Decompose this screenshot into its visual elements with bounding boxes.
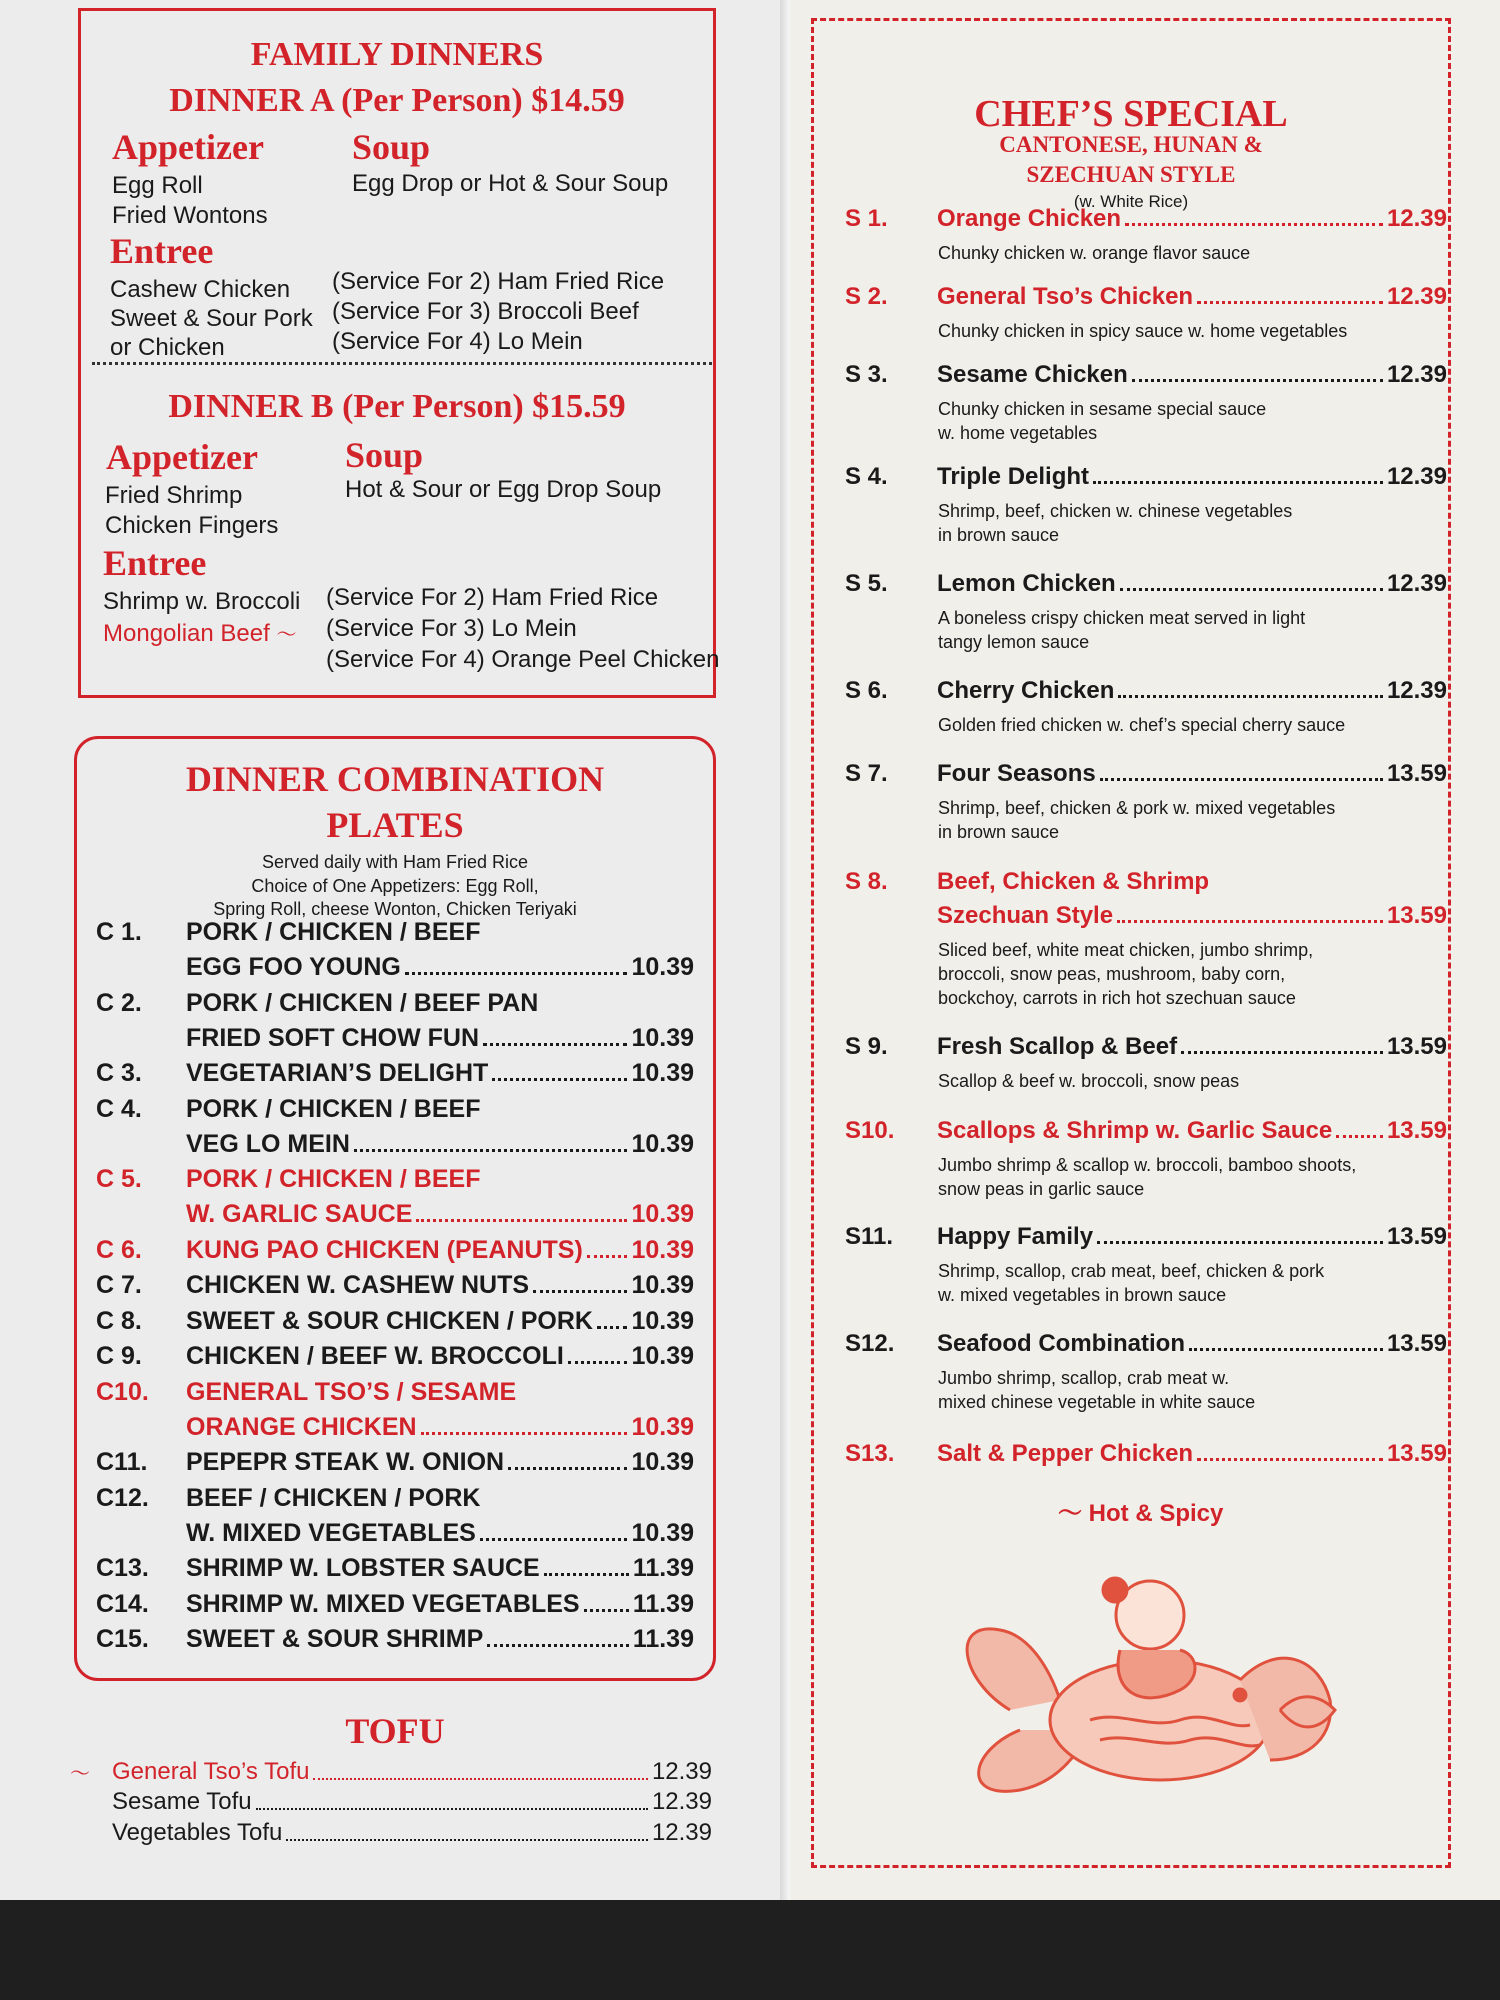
dot-leader (313, 1778, 647, 1780)
chef-item-description: Chunky chicken in spicy sauce w. home vegetables (938, 321, 1348, 341)
combo-item-line1 (96, 989, 538, 1018)
combo-item-name: CHICKEN / BEEF W. BROCCOLI (186, 1342, 564, 1370)
chef-item-line1 (845, 868, 1209, 896)
tofu-item-price: 12.39 (651, 1758, 712, 1785)
combination-note-2: Choice of One Appetizers: Egg Roll, (251, 876, 539, 896)
combo-item-price: 10.39 (631, 1271, 694, 1299)
chef-item-name: Triple Delight (937, 463, 1090, 490)
chef-item-code: S12. (845, 1330, 895, 1357)
chef-item-code: S 1. (845, 205, 888, 232)
chef-item-price: 13.59 (1386, 1033, 1447, 1060)
combo-item-price: 10.39 (631, 1235, 694, 1264)
combo-item-name-line1: PORK / CHICKEN / BEEF PAN (186, 988, 539, 1017)
chef-item (845, 1117, 1447, 1145)
tofu-item-price: 12.39 (651, 1788, 712, 1815)
chef-item-description: Jumbo shrimp, scallop, crab meat w. (938, 1368, 1230, 1388)
dot-leader (544, 1573, 629, 1576)
dot-leader (416, 1219, 627, 1222)
combo-item-price: 10.39 (631, 1306, 694, 1335)
combo-item (96, 1059, 694, 1088)
combo-item-name-line1: PORK / CHICKEN / BEEF (186, 1094, 481, 1123)
tofu-item-name: Vegetables Tofu (112, 1819, 283, 1846)
dinner-b-soup: Hot & Sour or Egg Drop Soup (345, 476, 662, 503)
combo-item-price: 11.39 (632, 1554, 694, 1582)
chef-item-price: 13.59 (1386, 1440, 1447, 1467)
dot-leader (286, 1839, 648, 1841)
chef-item (845, 570, 1447, 598)
combo-item-code: C11. (96, 1448, 148, 1476)
combo-item-code: C 4. (96, 1094, 142, 1123)
chef-item-price: 13.59 (1386, 1117, 1447, 1144)
combo-item (96, 1130, 694, 1159)
chef-item (845, 361, 1447, 389)
chef-item-description: Chunky chicken w. orange flavor sauce (938, 243, 1251, 263)
chefs-special-note: (w. White Rice) (1073, 192, 1189, 211)
chef-item (845, 283, 1447, 311)
dot-leader (1197, 1458, 1383, 1461)
dinner-a-appetizer-1: Egg Roll (112, 172, 203, 199)
dot-leader (487, 1644, 629, 1647)
combo-item-price: 10.39 (631, 1448, 694, 1476)
combination-title-line2: PLATES (326, 805, 464, 845)
chef-item-name-line2: Szechuan Style (937, 902, 1114, 929)
chef-item-code: S11. (845, 1223, 894, 1250)
chef-item-description: Shrimp, beef, chicken & pork w. mixed vegetables (938, 798, 1336, 818)
dot-leader (1181, 1051, 1383, 1054)
chef-item-name: Happy Family (937, 1223, 1094, 1250)
family-dinners-title: FAMILY DINNERS (250, 36, 544, 73)
combo-item-name-line1: BEEF / CHICKEN / PORK (186, 1483, 481, 1512)
combo-item-name: VEG LO MEIN (186, 1129, 350, 1158)
combo-item-code: C 2. (96, 988, 142, 1017)
combo-item-name: SHRIMP W. LOBSTER SAUCE (186, 1554, 540, 1582)
dinner-b-entree-label: Entree (103, 543, 207, 583)
combo-item-line1 (96, 1378, 516, 1407)
combo-item-name-line1: PORK / CHICKEN / BEEF (186, 918, 481, 946)
combo-item-code: C 3. (96, 1059, 142, 1087)
chef-item (845, 205, 1447, 233)
chef-item-description: A boneless crispy chicken meat served in light (938, 608, 1306, 628)
dot-leader (1120, 588, 1383, 591)
tofu-item-name: Sesame Tofu (112, 1788, 252, 1815)
chef-item-name: Sesame Chicken (937, 361, 1128, 388)
combo-item-name: VEGETARIAN’S DELIGHT (186, 1059, 489, 1087)
combo-item-code: C13. (96, 1554, 149, 1582)
chef-item-code: S10. (845, 1117, 895, 1144)
dinner-a-title: DINNER A (Per Person) $14.59 (169, 82, 625, 119)
combo-item-name: PEPEPR STEAK W. ONION (186, 1448, 505, 1476)
chef-item (845, 902, 1447, 930)
chefs-special-title: CHEF’S SPECIAL (974, 93, 1288, 135)
chef-item-code: S 4. (845, 463, 888, 490)
chef-item-price: 12.39 (1386, 570, 1447, 597)
chef-item-name: Fresh Scallop & Beef (937, 1033, 1178, 1060)
chef-item-name: General Tso’s Chicken (937, 283, 1194, 310)
combo-item-price: 10.39 (631, 1342, 694, 1370)
combo-item-line1 (96, 918, 480, 947)
dinner-a-entree-1: Cashew Chicken (110, 276, 291, 303)
chef-item-price: 13.59 (1386, 760, 1447, 787)
combo-item-name: SWEET & SOUR CHICKEN / PORK (186, 1306, 593, 1335)
chef-item-price: 12.39 (1386, 205, 1447, 232)
dot-leader (1336, 1135, 1383, 1138)
dot-leader (1118, 695, 1383, 698)
combo-item (96, 1625, 694, 1654)
combo-item-price: 10.39 (631, 1518, 694, 1547)
combo-item (96, 1200, 694, 1229)
chef-item-price: 12.39 (1386, 283, 1447, 310)
combo-item-code: C14. (96, 1589, 149, 1618)
combo-item-code: C 7. (96, 1271, 142, 1299)
chef-item-code: S 6. (845, 677, 888, 704)
combo-item-name: FRIED SOFT CHOW FUN (186, 1023, 480, 1052)
dot-leader (354, 1149, 628, 1152)
combo-item-code: C12. (96, 1483, 149, 1512)
pepper-icon: 〜 (276, 624, 297, 646)
dot-leader (1097, 1241, 1383, 1244)
legend-label: Hot & Spicy (1088, 1500, 1224, 1527)
chef-item-name: Seafood Combination (937, 1330, 1185, 1357)
chef-item (845, 1223, 1447, 1251)
dot-leader (1197, 301, 1383, 304)
chef-item-price: 13.59 (1386, 902, 1447, 929)
combo-item-code: C15. (96, 1625, 149, 1653)
chef-item-price: 12.39 (1386, 677, 1447, 704)
chef-item-code: S 2. (845, 283, 888, 310)
dot-leader (508, 1467, 627, 1470)
dinner-a-appetizer-label: Appetizer (112, 127, 264, 167)
pepper-icon: 〜 (1058, 1500, 1089, 1527)
chef-item-code: S 7. (845, 760, 888, 787)
combo-item (96, 1024, 694, 1053)
dinner-b-soup-label: Soup (345, 435, 424, 475)
combo-item-line1 (96, 1484, 480, 1513)
dot-leader (1100, 778, 1383, 781)
dinner-b-appetizer-label: Appetizer (106, 437, 258, 477)
combo-item-code: C 1. (96, 918, 142, 946)
chef-item-code: S 5. (845, 570, 888, 597)
legend (1058, 1493, 1223, 1528)
combo-item-price: 11.39 (632, 1625, 694, 1653)
chef-item (845, 677, 1447, 705)
chef-item-description: Scallop & beef w. broccoli, snow peas (938, 1071, 1240, 1091)
chef-item-description: snow peas in garlic sauce (938, 1179, 1145, 1199)
dinner-a-service-1: (Service For 2) Ham Fried Rice (332, 268, 665, 295)
combo-item-price: 10.39 (631, 1059, 694, 1087)
dinner-b-entree-1: Shrimp w. Broccoli (103, 588, 301, 615)
combo-item-code: C 9. (96, 1342, 142, 1370)
combo-item (96, 1448, 694, 1477)
dot-leader (480, 1538, 628, 1541)
tofu-item-price: 12.39 (651, 1819, 712, 1846)
combo-item-name: ORANGE CHICKEN (186, 1412, 417, 1441)
dot-leader (587, 1255, 628, 1258)
chef-item-name: Orange Chicken (937, 205, 1122, 232)
dot-leader (597, 1326, 627, 1329)
dinner-b-service-1: (Service For 2) Ham Fried Rice (326, 584, 659, 611)
dinner-a-entree-3: or Chicken (110, 334, 225, 361)
combination-note-1: Served daily with Ham Fried Rice (261, 852, 529, 872)
combo-item-price: 10.39 (631, 1412, 694, 1441)
combo-item-name: SWEET & SOUR SHRIMP (186, 1625, 484, 1653)
combo-item (96, 1554, 694, 1583)
combo-item-price: 10.39 (631, 953, 694, 981)
chef-item-description: tangy lemon sauce (938, 632, 1090, 652)
combo-item-name-line1: GENERAL TSO’S / SESAME (186, 1377, 517, 1406)
combo-item (96, 953, 694, 982)
dot-leader (1125, 223, 1383, 226)
chef-item (845, 1330, 1447, 1358)
combo-item-name: EGG FOO YOUNG (186, 953, 401, 981)
chef-item-description: w. mixed vegetables in brown sauce (938, 1285, 1227, 1305)
combo-item (96, 1342, 694, 1371)
chef-item-price: 12.39 (1386, 463, 1447, 490)
combo-item (96, 1519, 694, 1548)
chef-item-description: in brown sauce (938, 525, 1060, 545)
chefs-special-subtitle-1: CANTONESE, HUNAN & (999, 132, 1263, 157)
combo-item (96, 1307, 694, 1336)
tofu-item-name: General Tso’s Tofu (112, 1758, 310, 1785)
combo-item-name: KUNG PAO CHICKEN (PEANUTS) (186, 1235, 583, 1264)
chef-item-description: Jumbo shrimp & scallop w. broccoli, bamboo shoots, (938, 1155, 1357, 1175)
chef-item-price: 12.39 (1386, 361, 1447, 388)
dinner-b-service-3: (Service For 4) Orange Peel Chicken (326, 646, 720, 673)
dinner-b-entree-2-label: Mongolian Beef (103, 620, 270, 647)
combo-item-name: CHICKEN W. CASHEW NUTS (186, 1271, 530, 1299)
dinner-a-appetizer-2: Fried Wontons (112, 202, 268, 229)
combo-item-price: 10.39 (631, 1129, 694, 1158)
chef-item-price: 13.59 (1386, 1223, 1447, 1250)
dot-leader (483, 1043, 627, 1046)
dot-leader (1189, 1348, 1383, 1351)
dinner-b-appetizer-2: Chicken Fingers (105, 512, 279, 539)
child-with-koi-illustration (940, 1560, 1360, 1820)
combo-item-line1 (96, 1165, 480, 1194)
dot-leader (256, 1808, 648, 1810)
combo-item-name: W. MIXED VEGETABLES (186, 1518, 476, 1547)
dot-leader (568, 1361, 628, 1364)
combo-item (96, 1590, 694, 1619)
chef-item-code: S 9. (845, 1033, 888, 1060)
dinner-a-service-2: (Service For 3) Broccoli Beef (332, 298, 639, 325)
dinner-b-appetizer-1: Fried Shrimp (105, 482, 243, 509)
pepper-icon: 〜 (70, 1763, 90, 1785)
dinner-a-soup: Egg Drop or Hot & Sour Soup (352, 170, 669, 197)
chef-item (845, 1440, 1447, 1468)
chef-item (845, 1033, 1447, 1061)
chef-item-name: Four Seasons (937, 760, 1096, 787)
dot-leader (492, 1078, 627, 1081)
combination-note-3: Spring Roll, cheese Wonton, Chicken Teriyaki (213, 899, 577, 919)
dot-leader (584, 1609, 629, 1612)
chef-item-name: Scallops & Shrimp w. Garlic Sauce (937, 1117, 1333, 1144)
chef-item-description: bockchoy, carrots in rich hot szechuan sauce (938, 988, 1296, 1008)
tofu-item (70, 1757, 712, 1786)
chef-item-code: S 8. (845, 868, 888, 895)
dinner-a-entree-label: Entree (110, 231, 214, 271)
combo-item (96, 1236, 694, 1265)
chef-item-description: in brown sauce (938, 822, 1060, 842)
chef-item-description: Shrimp, beef, chicken w. chinese vegetables (938, 501, 1293, 521)
chef-item-name: Salt & Pepper Chicken (937, 1440, 1194, 1467)
dot-leader (405, 972, 628, 975)
dinner-a-service-3: (Service For 4) Lo Mein (332, 328, 583, 355)
chef-item-description: mixed chinese vegetable in white sauce (938, 1392, 1256, 1412)
chef-item (845, 463, 1447, 491)
combo-item (96, 1413, 694, 1442)
combo-item-name: SHRIMP W. MIXED VEGETABLES (186, 1589, 580, 1618)
chef-item-description: Golden fried chicken w. chef’s special cherry sauce (938, 715, 1346, 735)
combo-item-price: 11.39 (632, 1589, 694, 1618)
chef-item (845, 760, 1447, 788)
page-fold (780, 0, 790, 1900)
dot-leader (421, 1432, 628, 1435)
combo-item-price: 10.39 (631, 1200, 694, 1228)
dinner-divider (92, 362, 712, 365)
chef-item-description: broccoli, snow peas, mushroom, baby corn, (938, 964, 1286, 984)
dot-leader (533, 1290, 627, 1293)
tofu-item (70, 1819, 712, 1847)
tofu-item (70, 1788, 712, 1816)
combo-item-code: C10. (96, 1377, 149, 1406)
combo-item-code: C 6. (96, 1235, 142, 1264)
dinner-b-title: DINNER B (Per Person) $15.59 (168, 388, 626, 425)
chef-item-name: Lemon Chicken (937, 570, 1116, 597)
dinner-b-entree-2 (103, 618, 296, 648)
chef-item-price: 13.59 (1386, 1330, 1447, 1357)
chef-item-name: Cherry Chicken (937, 677, 1115, 704)
combo-item-name: W. GARLIC SAUCE (186, 1200, 413, 1228)
combo-item-code: C 5. (96, 1165, 142, 1193)
chef-item-description: Sliced beef, white meat chicken, jumbo shrimp, (938, 940, 1314, 960)
dinner-a-soup-label: Soup (352, 127, 431, 167)
chef-item-description: Shrimp, scallop, crab meat, beef, chicken & pork (938, 1261, 1325, 1281)
dot-leader (1117, 920, 1383, 923)
chef-item-code: S13. (845, 1440, 895, 1467)
dinner-b-service-2: (Service For 3) Lo Mein (326, 615, 577, 642)
dinner-a-entree-2: Sweet & Sour Pork (110, 305, 313, 332)
combo-item (96, 1271, 694, 1300)
combination-title-line1: DINNER COMBINATION (185, 759, 605, 799)
combo-item-price: 10.39 (631, 1023, 694, 1052)
combo-item-line1 (96, 1095, 480, 1124)
combo-item-name-line1: PORK / CHICKEN / BEEF (186, 1165, 481, 1193)
chefs-special-subtitle-2: SZECHUAN STYLE (1026, 162, 1236, 187)
chef-item-description: Chunky chicken in sesame special sauce (938, 399, 1267, 419)
combo-item-code: C 8. (96, 1306, 142, 1335)
dot-leader (1093, 481, 1383, 484)
tofu-title: TOFU (345, 1711, 445, 1751)
chef-item-description: w. home vegetables (938, 423, 1098, 443)
chef-item-code: S 3. (845, 361, 888, 388)
dot-leader (1132, 379, 1383, 382)
chef-item-name: Beef, Chicken & Shrimp (937, 868, 1210, 895)
